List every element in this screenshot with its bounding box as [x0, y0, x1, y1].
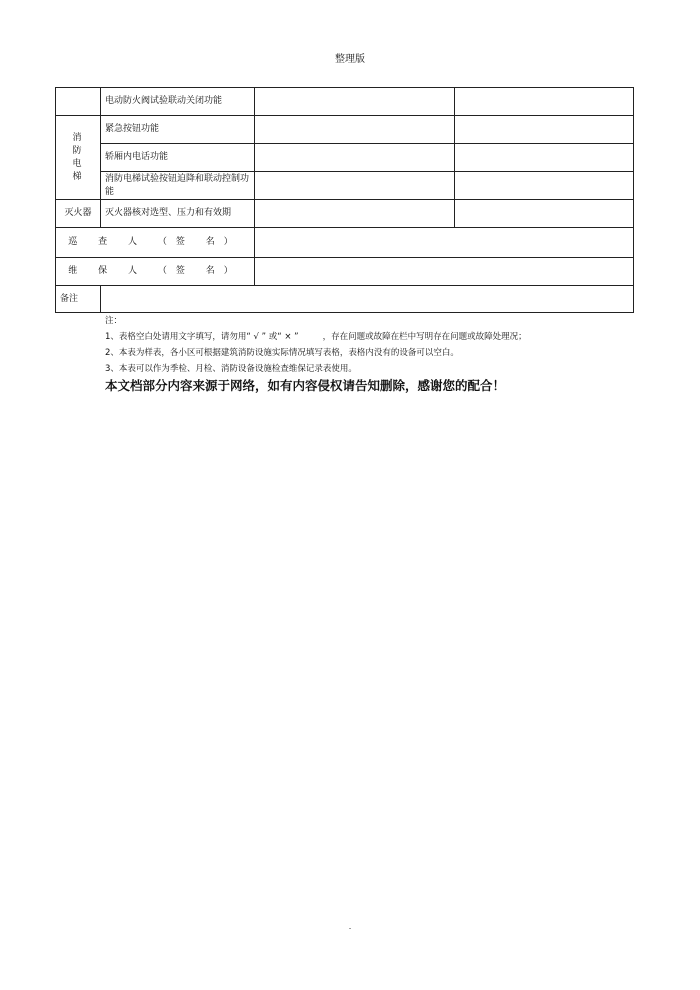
- remarks-field[interactable]: [101, 286, 634, 313]
- inspector-signature-row: [56, 228, 634, 258]
- item-cell: 灭火器核对选型、压力和有效期: [101, 200, 255, 228]
- item-cell: 紧急按钮功能: [101, 116, 255, 144]
- item-cell: 轿厢内电话功能: [101, 144, 255, 172]
- result-cell[interactable]: [255, 200, 455, 228]
- remarks-row: [56, 286, 634, 313]
- maintainer-signature-label: 维 保 人 （签 名）: [56, 258, 255, 286]
- table-row: [56, 200, 634, 228]
- note-line-1: 1、表格空白处请用文字填写，请勿用“ √ ” 或“ × ” ，存在问题或故障在栏中写明存在问题或故障处理况；: [105, 332, 527, 342]
- copyright-disclaimer: 本文档部分内容来源于网络，如有内容侵权请告知删除，感谢您的配合！: [105, 378, 506, 393]
- remark-cell[interactable]: [455, 116, 634, 144]
- footer-mark: .: [348, 922, 352, 931]
- result-cell[interactable]: [255, 88, 455, 116]
- category-extinguisher: 灭火器: [56, 200, 101, 228]
- table-row: [56, 144, 634, 172]
- inspector-signature-field[interactable]: [255, 228, 634, 258]
- maintainer-signature-row: [56, 258, 634, 286]
- category-elevator: 消防 电梯: [56, 116, 101, 200]
- remarks-label: 备注: [56, 286, 101, 313]
- inspector-signature-label: 巡 查 人 （签 名）: [56, 228, 255, 258]
- result-cell[interactable]: [255, 116, 455, 144]
- category-cell-empty: [56, 88, 101, 116]
- notes-heading: 注：: [105, 316, 123, 326]
- result-cell[interactable]: [255, 172, 455, 200]
- note-line-2: 2、本表为样表，各小区可根据建筑消防设施实际情况填写表格，表格内没有的设备可以空白。: [105, 348, 459, 358]
- table-row: [56, 116, 634, 144]
- notes-section: [105, 313, 527, 377]
- item-cell: 消防电梯试验按钮迫降和联动控制功能: [101, 172, 255, 200]
- remark-cell[interactable]: [455, 200, 634, 228]
- inspection-table: [55, 87, 634, 313]
- result-cell[interactable]: [255, 144, 455, 172]
- remark-cell[interactable]: [455, 172, 634, 200]
- item-cell: 电动防火阀试验联动关闭功能: [101, 88, 255, 116]
- note-line-3: 3、本表可以作为季检、月检、消防设备设施检查维保记录表使用。: [105, 364, 357, 374]
- table-row: [56, 172, 634, 200]
- remark-cell[interactable]: [455, 88, 634, 116]
- page-header-title: 整理版: [335, 54, 365, 65]
- remark-cell[interactable]: [455, 144, 634, 172]
- maintainer-signature-field[interactable]: [255, 258, 634, 286]
- table-row: [56, 88, 634, 116]
